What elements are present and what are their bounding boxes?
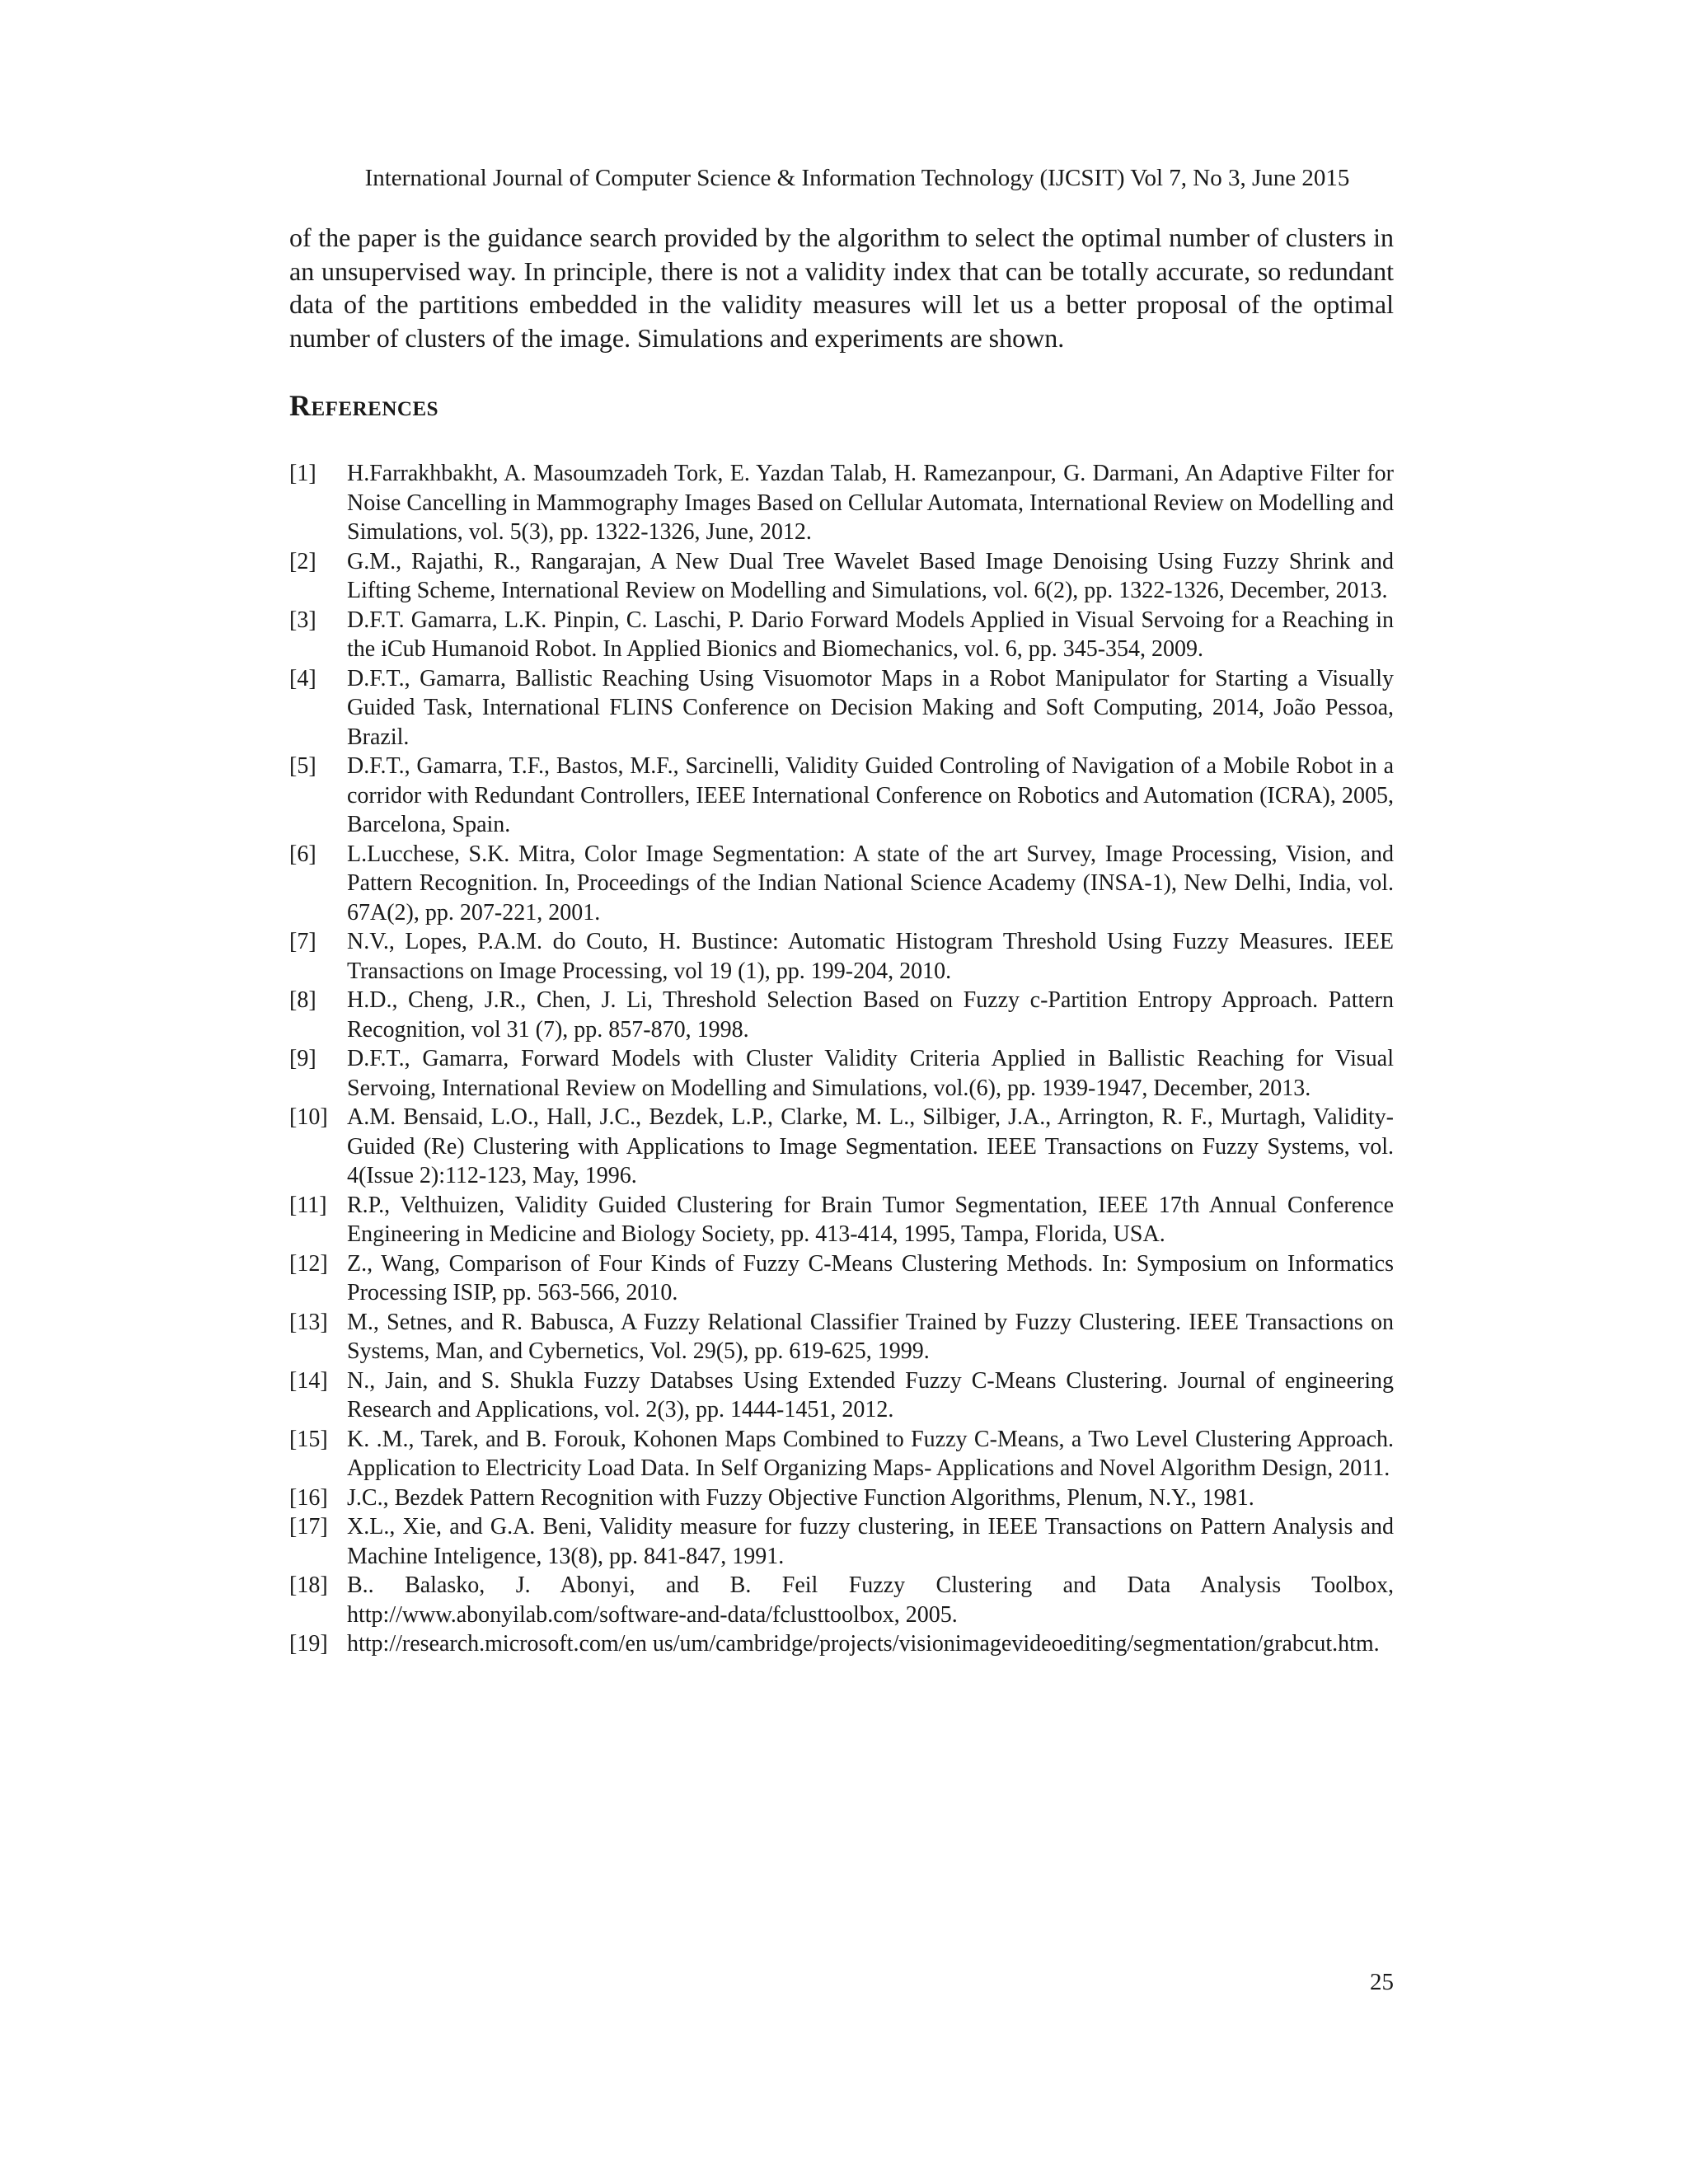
reference-text: H.Farrakhbakht, A. Masoumzadeh Tork, E. Yazdan Talab, H. Ramezanpour, G. Darmani, An Adaptive Filter for Noise Cancelling in Mammography Images Based on Cellular Automata, International Review on Modelling and Simulations, vol. 5(3), pp. 1322-1326, June, 2012. (347, 461, 1394, 545)
reference-text: N., Jain, and S. Shukla Fuzzy Databses Using Extended Fuzzy C-Means Clustering. Journal of engineering Research and Applications, vol. 2(3), pp. 1444-1451, 2012. (347, 1367, 1394, 1422)
reference-item (289, 840, 1394, 928)
reference-item (289, 986, 1394, 1044)
reference-text: X.L., Xie, and G.A. Beni, Validity measure for fuzzy clustering, in IEEE Transactions on Pattern Analysis and Machine Inteligence, 13(8), pp. 841-847, 1991. (347, 1514, 1394, 1569)
reference-text: B.. Balasko, J. Abonyi, and B. Feil Fuzzy Clustering and Data Analysis Toolbox, http://www.abonyilab.com/software-and-data/fclusttoolbox, 2005. (347, 1572, 1394, 1628)
reference-item (289, 1044, 1394, 1103)
reference-number: [5] (289, 753, 316, 779)
reference-text: N.V., Lopes, P.A.M. do Couto, H. Bustince: Automatic Histogram Threshold Using Fuzzy Measures. IEEE Transactions on Image Processing, vol 19 (1), pp. 199-204, 2010. (347, 929, 1394, 984)
reference-text: M., Setnes, and R. Babusca, A Fuzzy Relational Classifier Trained by Fuzzy Clustering. IEEE Transactions on Systems, Man, and Cybernetics, Vol. 29(5), pp. 619-625, 1999. (347, 1309, 1394, 1364)
intro-paragraph: of the paper is the guidance search provided by the algorithm to select the optimal number of clusters in an unsupervised way. In principle, there is not a validity index that can be totally accurate, so redundant data of the partitions embedded in the validity measures will let us a better proposal of the optimal number of clusters of the image. Simulations and experiments are shown. (289, 223, 1394, 353)
reference-text: D.F.T. Gamarra, L.K. Pinpin, C. Laschi, P. Dario Forward Models Applied in Visual Servoing for a Reaching in the iCub Humanoid Robot. In Applied Bionics and Biomechanics, vol. 6, pp. 345-354, 2009. (347, 607, 1394, 662)
reference-number: [13] (289, 1309, 328, 1335)
reference-number: [10] (289, 1104, 328, 1130)
page-number: 25 (1370, 1969, 1394, 1995)
reference-number: [14] (289, 1367, 328, 1394)
reference-number: [19] (289, 1631, 328, 1657)
reference-text: R.P., Velthuizen, Validity Guided Clustering for Brain Tumor Segmentation, IEEE 17th Annual Conference Engineering in Medicine and Biology Society, pp. 413-414, 1995, Tampa, Florida, USA. (347, 1192, 1394, 1247)
reference-number: [12] (289, 1250, 328, 1277)
references-heading: References (289, 389, 439, 422)
reference-item (289, 927, 1394, 986)
reference-number: [8] (289, 987, 316, 1013)
reference-item (289, 547, 1394, 606)
reference-number: [7] (289, 929, 316, 954)
reference-item (289, 1366, 1394, 1425)
reference-number: [15] (289, 1426, 328, 1452)
reference-text: D.F.T., Gamarra, T.F., Bastos, M.F., Sarcinelli, Validity Guided Controling of Navigation of a Mobile Robot in a corridor with Redundant Controllers, IEEE International Conference on Robotics and Automation (ICRA), 2005, Barcelona, Spain. (347, 753, 1394, 837)
reference-item (289, 1191, 1394, 1249)
reference-text: D.F.T., Gamarra, Ballistic Reaching Using Visuomotor Maps in a Robot Manipulator for Starting a Visually Guided Task, International FLINS Conference on Decision Making and Soft Computing, 2014, João Pessoa, Brazil. (347, 665, 1394, 750)
reference-item (289, 1571, 1394, 1629)
reference-text: Z., Wang, Comparison of Four Kinds of Fuzzy C-Means Clustering Methods. In: Symposium on Informatics Processing ISIP, pp. 563-566, 2010. (347, 1250, 1394, 1305)
running-header: International Journal of Computer Science & Information Technology (IJCSIT) Vol 7, No 3, June 2015 (364, 165, 1350, 191)
reference-item (289, 1629, 1394, 1659)
reference-number: [1] (289, 461, 316, 486)
reference-text: K. .M., Tarek, and B. Forouk, Kohonen Maps Combined to Fuzzy C-Means, a Two Level Clustering Approach. Application to Electricity Load Data. In Self Organizing Maps- Applications and Novel Algorithm Design, 2011. (347, 1426, 1394, 1481)
reference-number: [6] (289, 841, 316, 867)
reference-item (289, 664, 1394, 752)
reference-number: [11] (289, 1192, 327, 1218)
reference-item (289, 1103, 1394, 1191)
reference-item (289, 1308, 1394, 1366)
reference-text: L.Lucchese, S.K. Mitra, Color Image Segmentation: A state of the art Survey, Image Processing, Vision, and Pattern Recognition. In, Proceedings of the Indian National Science Academy (INSA-1), New Delhi, India, vol. 67A(2), pp. 207-221, 2001. (347, 841, 1394, 926)
reference-item (289, 606, 1394, 664)
reference-number: [2] (289, 548, 316, 574)
reference-number: [9] (289, 1046, 316, 1071)
reference-number: [4] (289, 665, 316, 691)
reference-item (289, 1425, 1394, 1483)
reference-text: G.M., Rajathi, R., Rangarajan, A New Dual Tree Wavelet Based Image Denoising Using Fuzzy Shrink and Lifting Scheme, International Review on Modelling and Simulations, vol. 6(2), pp. 1322-1326, December, 2013. (347, 548, 1394, 603)
reference-number: [18] (289, 1572, 328, 1598)
reference-item (289, 752, 1394, 840)
reference-text: A.M. Bensaid, L.O., Hall, J.C., Bezdek, L.P., Clarke, M. L., Silbiger, J.A., Arrington, R. F., Murtagh, Validity-Guided (Re) Clustering with Applications to Image Segmentation. IEEE Transactions on Fuzzy Systems, vol. 4(Issue 2):112-123, May, 1996. (347, 1104, 1394, 1188)
reference-text: D.F.T., Gamarra, Forward Models with Cluster Validity Criteria Applied in Ballistic Reaching for Visual Servoing, International Review on Modelling and Simulations, vol.(6), pp. 1939-1947, December, 2013. (347, 1046, 1394, 1101)
reference-item (289, 1483, 1394, 1513)
reference-item (289, 1512, 1394, 1571)
reference-item (289, 459, 1394, 547)
reference-number: [17] (289, 1514, 328, 1540)
reference-text: J.C., Bezdek Pattern Recognition with Fuzzy Objective Function Algorithms, Plenum, N.Y., 1981. (347, 1484, 1254, 1511)
reference-item (289, 1249, 1394, 1308)
reference-link[interactable]: http://research.microsoft.com/en us/um/cambridge/projects/visionimagevideoediting/segmentation/grabcut.htm. (347, 1631, 1380, 1657)
reference-number: [3] (289, 607, 316, 633)
references-list (289, 459, 1394, 1659)
reference-number: [16] (289, 1484, 328, 1511)
reference-text: H.D., Cheng, J.R., Chen, J. Li, Threshold Selection Based on Fuzzy c-Partition Entropy Approach. Pattern Recognition, vol 31 (7), pp. 857-870, 1998. (347, 987, 1394, 1043)
